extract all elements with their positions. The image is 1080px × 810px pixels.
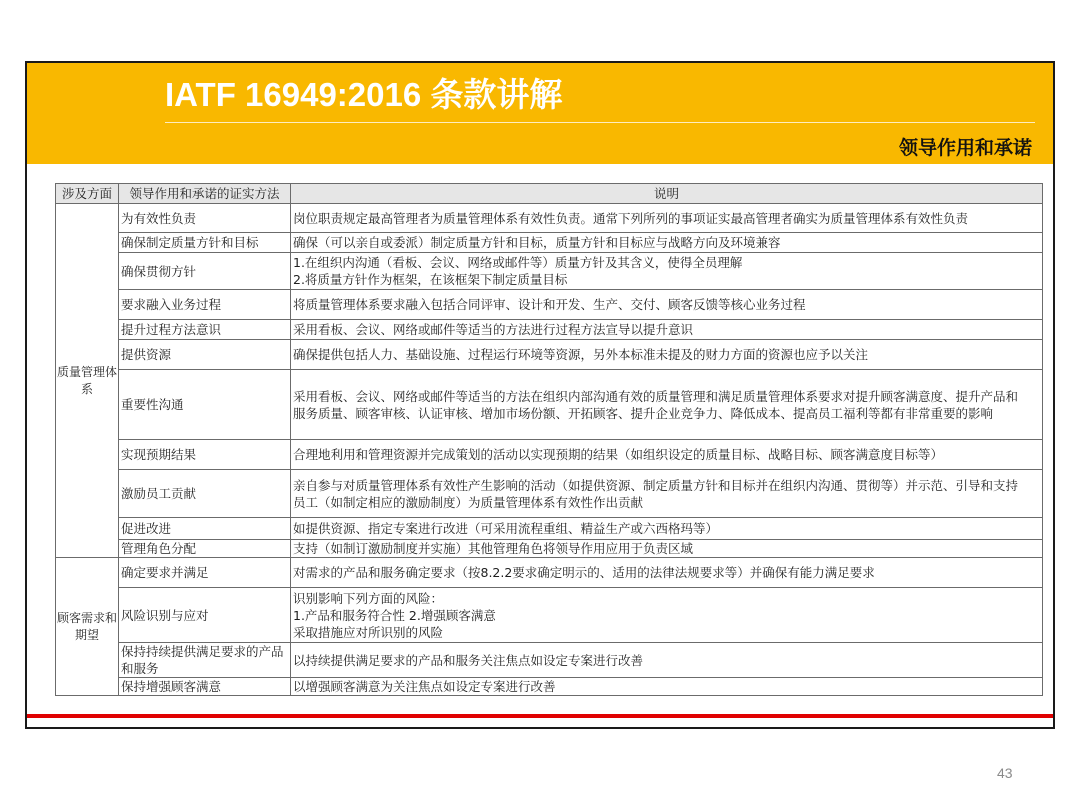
method-cell — [119, 204, 291, 233]
description-text: 如提供资源、指定专案进行改进（可采用流程重组、精益生产或六西格玛等） — [293, 521, 719, 536]
description-cell — [291, 370, 1043, 440]
method-cell — [119, 340, 291, 370]
table-row — [56, 518, 1043, 540]
description-text: 将质量管理体系要求融入包括合同评审、设计和开发、生产、交付、顾客反馈等核心业务过程 — [293, 297, 806, 312]
page-number: 43 — [997, 765, 1013, 781]
method-text: 为有效性负责 — [121, 210, 197, 226]
table-row — [56, 340, 1043, 370]
column-header-method: 领导作用和承诺的证实方法 — [119, 184, 291, 204]
column-header-aspect: 涉及方面 — [56, 184, 119, 204]
table-row — [56, 370, 1043, 440]
description-text: 服务质量、顾客审核、认证审核、增加市场份额、开拓顾客、提升企业竞争力、降低成本、提高员工福利等都有非常重要的影响 — [293, 405, 994, 421]
description-text: 识别影响下列方面的风险： — [293, 590, 444, 606]
table-row — [56, 643, 1043, 678]
method-text: 确定要求并满足 — [121, 565, 209, 580]
slide-subtitle: 领导作用和承诺 — [898, 137, 1032, 159]
method-cell — [119, 440, 291, 470]
method-text: 要求融入业务过程 — [121, 297, 222, 312]
description-text: 以持续提供满足要求的产品和服务关注焦点如设定专案进行改善 — [293, 652, 644, 668]
method-cell — [119, 470, 291, 518]
method-cell — [119, 558, 291, 588]
method-cell — [119, 290, 291, 320]
description-text: 确保提供包括人力、基础设施、过程运行环境等资源，另外本标准未提及的财力方面的资源也应予以关注 — [293, 347, 869, 362]
method-text: 重要性沟通 — [121, 397, 184, 412]
description-text: 采用看板、会议、网络或邮件等适当的方法进行过程方法宣导以提升意识 — [293, 322, 694, 337]
table-row — [56, 588, 1043, 643]
method-text: 激励员工贡献 — [121, 486, 197, 501]
method-text: 管理角色分配 — [121, 541, 197, 556]
method-cell — [119, 643, 291, 678]
header-banner — [27, 63, 1053, 164]
method-cell — [119, 678, 291, 696]
method-text: 提供资源 — [121, 347, 172, 362]
description-cell — [291, 340, 1043, 370]
method-text: 促进改进 — [121, 521, 172, 536]
title-underline — [165, 122, 1035, 123]
description-text: 对需求的产品和服务确定要求（按8.2.2要求确定明示的、适用的法律法规要求等）并确保有能力满足要求 — [293, 565, 875, 580]
table-row — [56, 558, 1043, 588]
column-header-description: 说明 — [291, 184, 1043, 204]
description-text: 2.将质量方针作为框架，在该框架下制定质量目标 — [293, 272, 568, 287]
description-cell — [291, 518, 1043, 540]
method-cell — [119, 320, 291, 340]
slide-frame — [25, 61, 1055, 729]
description-cell — [291, 643, 1043, 678]
description-text: 确保（可以亲自或委派）制定质量方针和目标，质量方针和目标应与战略方向及环境兼容 — [293, 235, 781, 250]
description-text: 亲自参与对质量管理体系有效性产生影响的活动（如提供资源、制定质量方针和目标并在组织内沟通、贯彻等）并示范、引导和支持 — [293, 477, 1019, 493]
table-row — [56, 440, 1043, 470]
method-text: 提升过程方法意识 — [121, 322, 222, 337]
method-text: 确保制定质量方针和目标 — [121, 235, 259, 250]
description-cell — [291, 253, 1043, 290]
method-cell — [119, 253, 291, 290]
description-text: 采用看板、会议、网络或邮件等适当的方法在组织内部沟通有效的质量管理和满足质量管理体系要求对提升顾客满意度、提升产品和 — [293, 388, 1019, 404]
footer-accent-line — [27, 714, 1053, 718]
table-row — [56, 540, 1043, 558]
description-cell — [291, 678, 1043, 696]
method-text: 保持持续提供满足要求的产品 — [121, 644, 284, 659]
table-row — [56, 204, 1043, 233]
description-cell — [291, 233, 1043, 253]
method-text: 确保贯彻方针 — [121, 263, 197, 279]
leadership-commitment-table — [55, 183, 1043, 696]
description-text: 采取措施应对所识别的风险 — [293, 624, 444, 640]
description-cell — [291, 204, 1043, 233]
table-row — [56, 678, 1043, 696]
method-cell — [119, 233, 291, 253]
method-cell — [119, 540, 291, 558]
table-row — [56, 290, 1043, 320]
table-row — [56, 470, 1043, 518]
aspect-cell-customer-needs — [56, 558, 119, 696]
method-text: 保持增强顾客满意 — [121, 679, 222, 694]
description-text: 1.产品和服务符合性 2.增强顾客满意 — [293, 607, 496, 623]
table-header-row — [56, 184, 1043, 204]
description-cell — [291, 540, 1043, 558]
method-cell — [119, 588, 291, 643]
description-cell — [291, 558, 1043, 588]
description-text: 以增强顾客满意为关注焦点如设定专案进行改善 — [293, 679, 556, 694]
description-cell — [291, 440, 1043, 470]
table-row — [56, 233, 1043, 253]
description-cell — [291, 320, 1043, 340]
description-text: 1.在组织内沟通（看板、会议、网络或邮件等）质量方针及其含义，使得全员理解 — [293, 255, 743, 270]
method-cell — [119, 370, 291, 440]
method-text: 和服务 — [121, 661, 159, 676]
slide-title: IATF 16949:2016 条款讲解 — [165, 76, 563, 113]
method-text: 风险识别与应对 — [121, 607, 209, 623]
method-text: 实现预期结果 — [121, 447, 197, 462]
description-cell — [291, 588, 1043, 643]
aspect-label-line: 期望 — [74, 627, 99, 642]
aspect-cell-quality-system — [56, 204, 119, 558]
description-cell — [291, 470, 1043, 518]
description-text: 合理地利用和管理资源并完成策划的活动以实现预期的结果（如组织设定的质量目标、战略目标、顾客满意度目标等） — [293, 447, 944, 462]
table-row — [56, 253, 1043, 290]
description-cell — [291, 290, 1043, 320]
table-row — [56, 320, 1043, 340]
method-cell — [119, 518, 291, 540]
description-text: 岗位职责规定最高管理者为质量管理体系有效性负责。通常下列所列的事项证实最高管理者确实为质量管理体系有效性负责 — [293, 210, 969, 226]
description-text: 支持（如制订激励制度并实施）其他管理角色将领导作用应用于负责区域 — [293, 541, 694, 556]
aspect-label-line: 系 — [80, 381, 93, 396]
aspect-label-line: 顾客需求和 — [56, 610, 117, 625]
aspect-label-line: 质量管理体 — [56, 364, 117, 379]
description-text: 员工（如制定相应的激励制度）为质量管理体系有效性作出贡献 — [293, 494, 644, 510]
